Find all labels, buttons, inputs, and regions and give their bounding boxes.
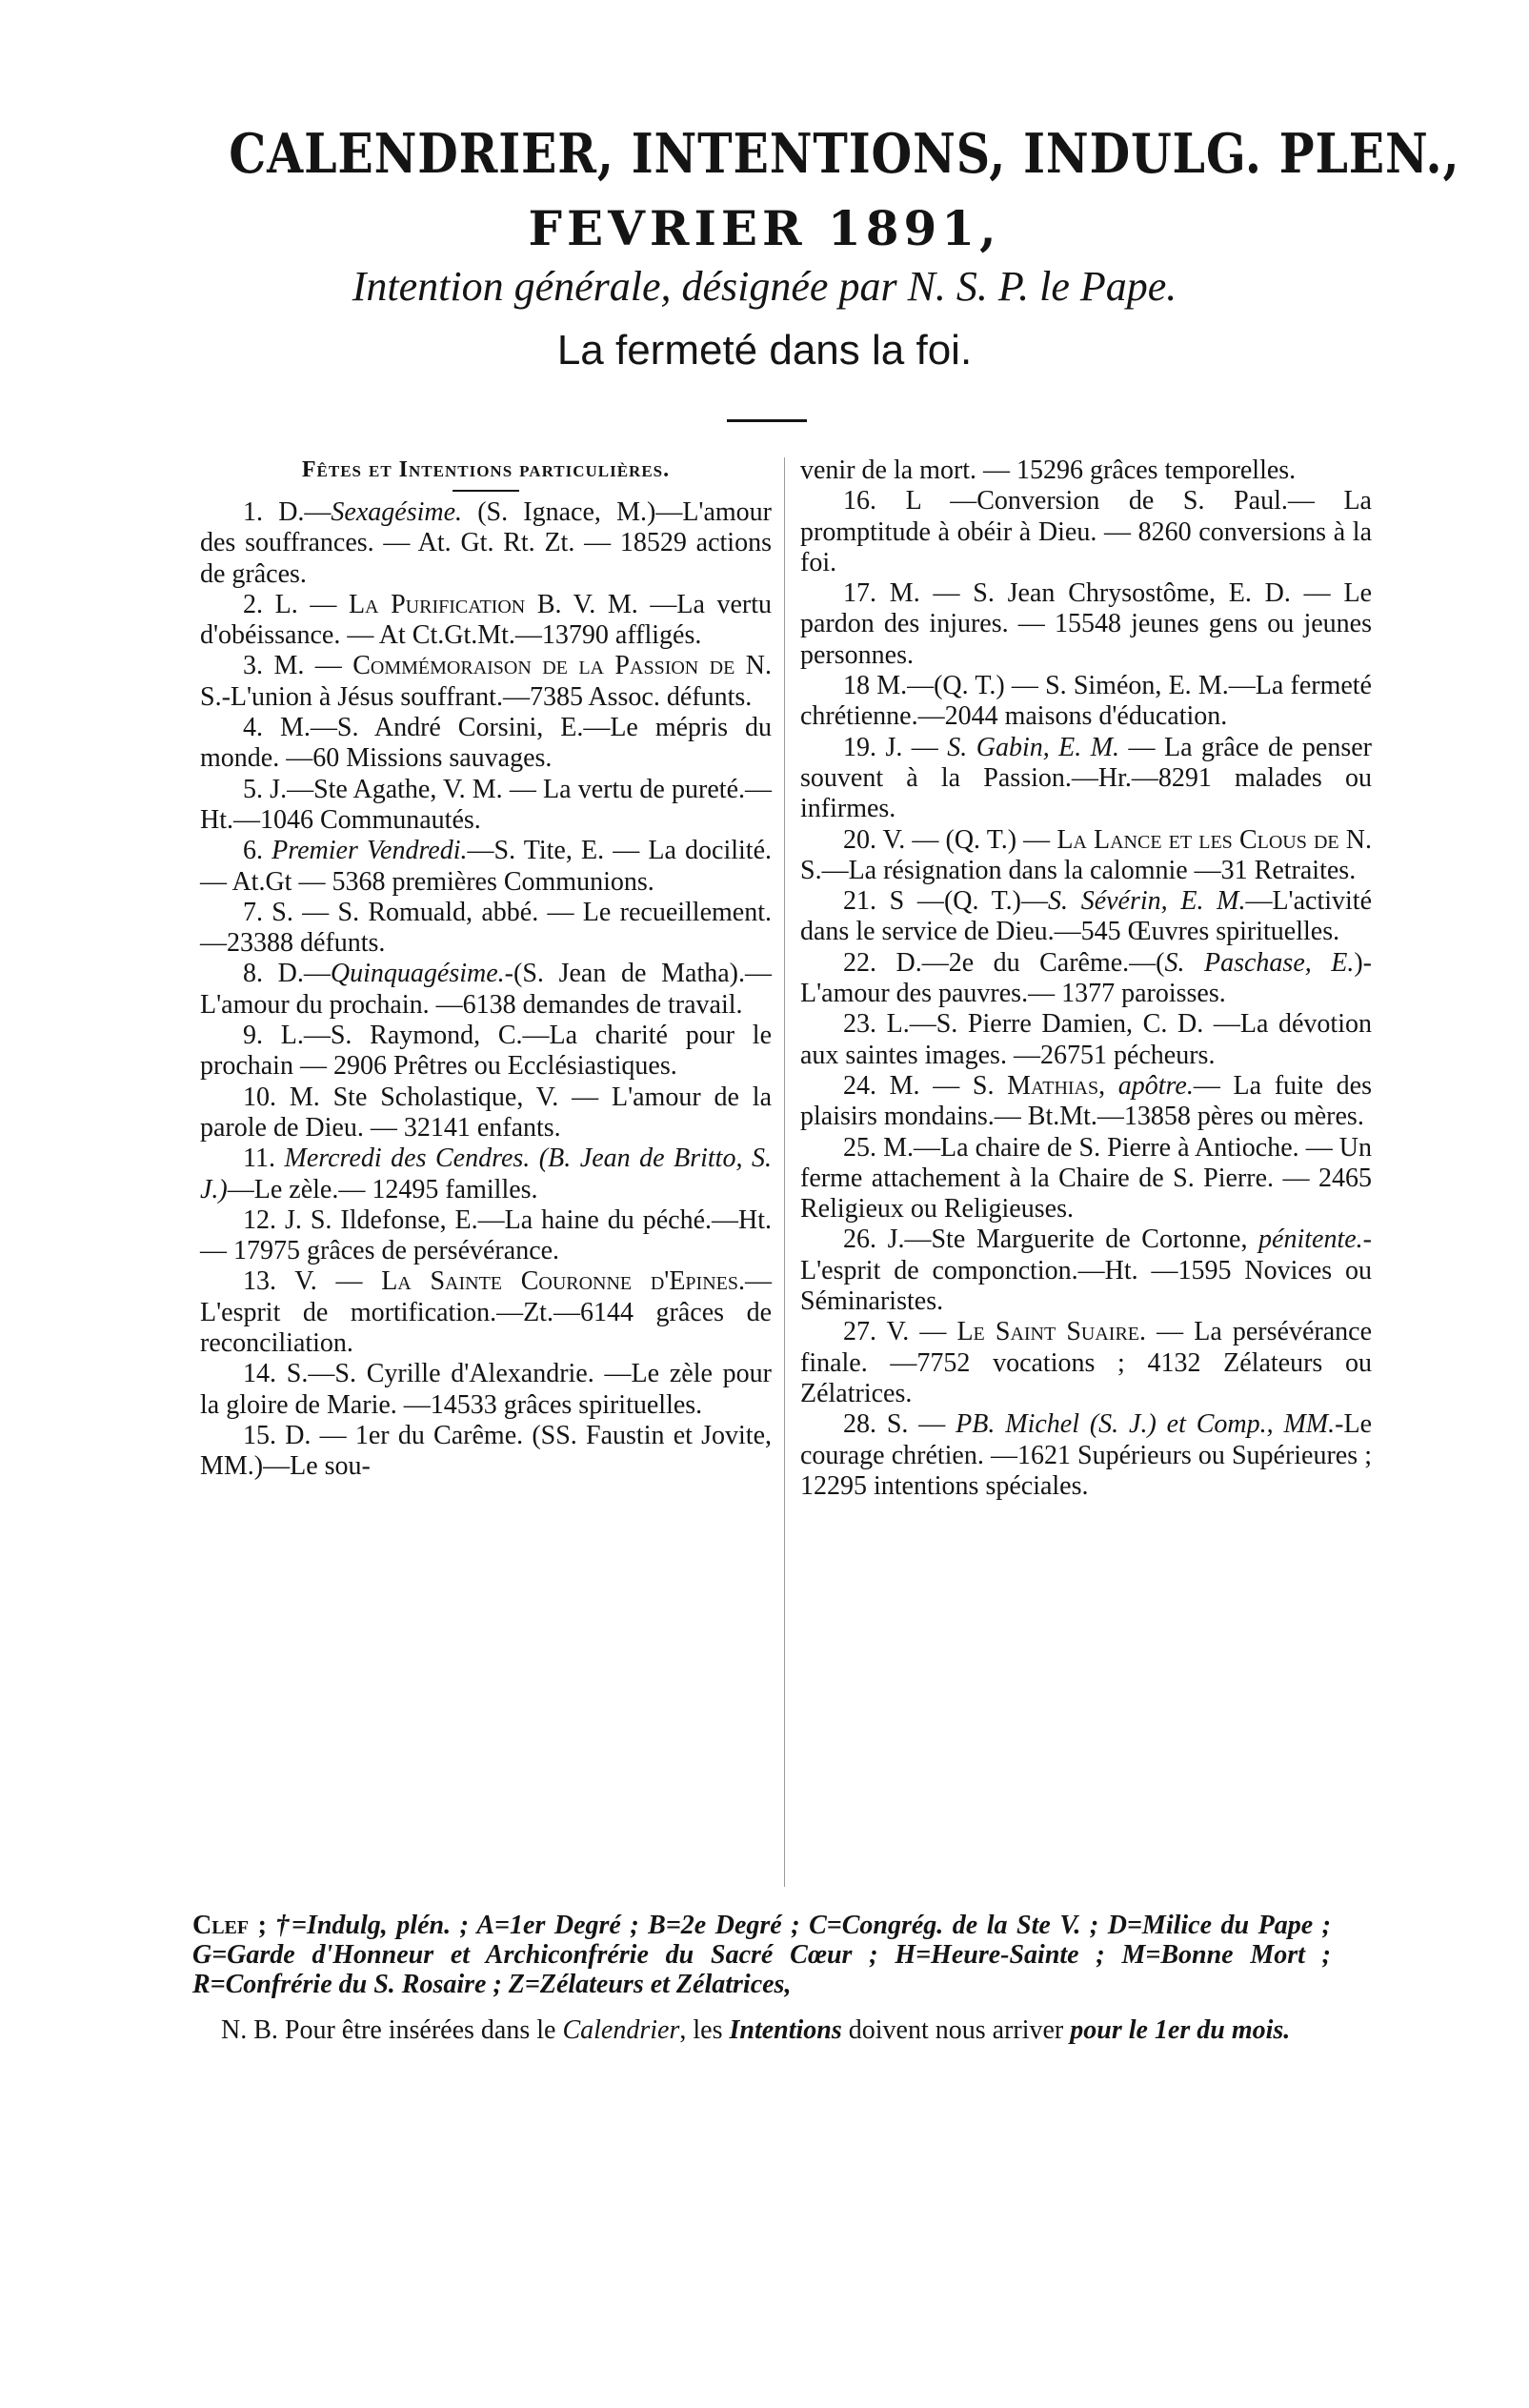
calendar-entry [200,1266,772,1359]
entry-lead: 25. M.— [843,1132,940,1163]
entry-lead: 10. M. [243,1082,333,1112]
key-legend [192,1911,1331,1999]
entry-feast-sc: Commémoraison de la Passion de N. S. [200,651,772,712]
entry-rest: S. Cyrille d'Alexandrie. —Le zèle pour la gloire de Marie. —14533 grâces spirituelles. [200,1359,773,1420]
calendar-entry [200,497,772,590]
entry-rest-pre: (Q. T.) — [945,824,1057,855]
calendar-entry [200,651,772,713]
entry-rest: —La vertu d'obéissance. — At Ct.Gt.Mt.—13790 affligés. [200,589,773,651]
left-entry-list [200,497,772,1483]
calendar-entry [200,1421,772,1483]
calendar-entry [800,825,1372,887]
entry-lead: 14. S.— [243,1359,335,1389]
general-intention-text: La fermeté dans la foi. [556,327,973,374]
right-column [800,455,1372,1502]
entry-lead: 28. S. — [843,1409,956,1440]
entry-rest: — La grâce de penser souvent à la Passion.—Hr.—8291 malades ou infirmes. [800,732,1372,824]
general-intention-label: Intention générale, désignée par N. S. P. le Pape. [352,263,1177,310]
footnote-part: doivent nous arriver [841,2015,1071,2045]
entry-lead: 6. [243,836,272,866]
entry-feast: apôtre. [1105,1070,1194,1101]
calendar-entry [800,1409,1372,1502]
entry-lead: 20. V. — [843,824,946,855]
entry-lead: 12. J. [243,1204,311,1235]
key-text: †=Indulg, plén. ; A=1er Degré ; B=2e Degré ; C=Congrég. de la Ste V. ; D=Milice du Pape ; G=Garde d'Honneur et Archiconfrérie du Sacré Cœur ; H=Heure-Sainte ; M=Bonne Mort ; R=Confrérie du S. Rosaire ; Z=Zélateurs et Zélatrices, [192,1911,1331,1999]
entry-rest: S. Raymond, C.—La charité pour le prochain — 2906 Prêtres ou Ecclésiastiques. [200,1021,772,1082]
entry-lead: 27. V. — [843,1317,957,1347]
entry-lead: 23. L.— [843,1009,936,1040]
entry-lead: 1. D.— [243,497,332,527]
entry-feast: Sexagésime. [331,497,463,527]
entry-rest: —L'activité dans le service de Dieu.—545 Œuvres spirituelles. [800,886,1373,947]
entry-rest-pre: Ste Marguerite de Cortonne, [931,1224,1259,1255]
right-entry-list [800,455,1372,1502]
entry-rest: Conversion de S. Paul.— La promptitude à obéir à Dieu. — 8260 conversions à la foi. [800,486,1372,577]
calendar-entry [800,486,1372,578]
entry-rest: -L'union à Jésus souffrant.—7385 Assoc. défunts. [221,681,753,712]
calendar-entry [200,590,772,652]
footnote-part: , les [679,2015,730,2045]
calendar-entry [800,1133,1372,1225]
entry-feast: Quinquagésime. [330,959,505,989]
entry-lead: 17. M. — [843,578,974,609]
calendar-entry [200,1205,772,1267]
calendar-entry [200,775,772,837]
entry-feast-sc: S. Mathias, [972,1070,1106,1101]
entry-lead: 15. D. — [243,1420,355,1450]
entry-feast-sc: La Lance et les Clous de N. S. [800,824,1372,885]
entry-rest: —L'esprit de mortification.—Zt.—6144 grâces de reconciliation. [200,1266,772,1359]
calendar-entry [800,455,1372,486]
calendar-entry [800,948,1372,1010]
title-divider [727,419,807,422]
section-heading: Fêtes et Intentions particulières. [301,457,671,482]
calendar-entry [800,578,1372,671]
entry-rest: — La fuite des plaisirs mondains.— Bt.Mt.—13858 pères ou mères. [800,1070,1372,1132]
entry-lead: 4. M.— [243,713,337,743]
footnote [192,2015,1331,2045]
entry-feast-sc: La Purification B. V. M. [348,589,638,619]
entry-feast-sc: La Sainte Couronne d'Epines. [381,1266,745,1297]
entry-feast: Mercredi des Cendres. (B. Jean de Britto, S. J.) [200,1143,772,1204]
calendar-entry [800,671,1372,733]
footnote-part: pour le 1er du mois. [1070,2015,1291,2045]
entry-rest: La chaire de S. Pierre à Antioche. — Un ferme attachement à la Chaire de S. Pierre. — 2465 Religieux ou Religieuses. [800,1132,1372,1224]
calendar-entry [800,1224,1372,1317]
entry-rest: venir de la mort. — 15296 grâces temporelles. [800,455,1297,485]
left-column [200,455,772,1483]
entry-feast: S. Paschase, E. [1164,947,1355,978]
entry-lead: 21. S — [843,886,944,917]
calendar-entry [800,1317,1372,1409]
calendar-entry [200,1021,772,1083]
page-title: CALENDRIER, INTENTIONS, INDULG. PLEN., [229,122,1460,186]
entry-feast: S. Sévérin, E. M. [1048,886,1246,917]
entry-lead: 9. L.— [243,1021,331,1051]
entry-rest: -L'esprit de componction.—Ht. —1595 Novices ou Séminaristes. [800,1224,1372,1317]
entry-rest: )-L'amour des pauvres.— 1377 paroisses. [800,947,1372,1009]
column-divider [784,457,785,1887]
entry-rest: —Le zèle.— 12495 familles. [227,1174,538,1204]
footnote-part: Intentions [729,2015,842,2045]
calendar-entry [800,886,1372,948]
entry-rest: S. André Corsini, E.—Le mépris du monde. —60 Missions sauvages. [200,713,773,774]
entry-rest: S. Ildefonse, E.—La haine du péché.—Ht. — 17975 grâces de persévérance. [200,1204,772,1266]
section-heading-rule [453,490,519,492]
entry-lead: 16. L — [843,486,977,516]
entry-rest: S. Jean Chrysostôme, E. D. — Le pardon des injures. — 15548 jeunes gens ou jeunes personnes. [800,578,1372,670]
entry-rest: —S. Tite, E. — La docilité. — At.Gt — 5368 premières Communions. [200,836,773,897]
entry-rest: (S. Ignace, M.)—L'amour des souffrances. — At. Gt. Rt. Zt. — 18529 actions de grâces. [200,497,772,589]
entry-rest: —La résignation dans la calomnie —31 Retraites. [821,855,1357,885]
entry-rest: S. Romuald, abbé. — Le recueillement.—23388 défunts. [200,897,773,959]
entry-rest: S. Pierre Damien, C. D. —La dévotion aux saintes images. —26751 pécheurs. [800,1009,1372,1070]
calendar-entry [200,959,772,1021]
calendar-entry [200,898,772,960]
entry-feast: S. Gabin, E. M. [947,732,1120,762]
entry-lead: 5. J.— [243,774,314,804]
calendar-entry [800,1009,1372,1071]
entry-rest: -(S. Jean de Matha).—L'amour du prochain. —6138 demandes de travail. [200,959,772,1020]
calendar-entry [800,1071,1372,1133]
entry-feast: PB. Michel (S. J.) et Comp., MM. [956,1409,1336,1440]
entry-lead: 18 M.— [843,671,935,701]
entry-lead: 19. J. — [843,732,948,762]
entry-lead: 11. [243,1143,285,1174]
entry-rest-pre: (Q. T.)— [943,886,1049,917]
footnote-part: N. B. Pour être insérées dans le [221,2015,563,2045]
entry-lead: 13. V. — [243,1266,382,1297]
entry-lead: 24. M. — [843,1070,973,1101]
entry-lead: 22. D.— [843,947,949,978]
entry-rest: -Le courage chrétien. —1621 Supérieurs ou Supérieures ; 12295 intentions spéciales. [800,1409,1372,1501]
entry-rest: Ste Agathe, V. M. — La vertu de pureté.—Ht.—1046 Communautés. [200,774,772,835]
calendar-entry [200,1359,772,1421]
entry-rest: Ste Scholastique, V. — L'amour de la parole de Dieu. — 32141 enfants. [200,1082,772,1143]
entry-lead: 2. L. — [243,589,349,619]
entry-feast: Premier Vendredi. [272,836,468,866]
entry-lead: 3. M. — [243,651,353,681]
key-label: Clef ; [192,1911,267,1940]
calendar-entry [200,1143,772,1205]
entry-rest-pre: 2e du Carême.—( [948,947,1165,978]
calendar-entry [800,733,1372,825]
entry-lead: 7. S. — [243,897,338,927]
entry-rest: — La persévérance finale. —7752 vocations ; 4132 Zélateurs ou Zélatrices. [800,1317,1372,1408]
entry-lead: 26. J.— [843,1224,932,1255]
calendar-entry [200,1083,772,1144]
entry-rest: (Q. T.) — S. Siméon, E. M.—La fermeté chrétienne.—2044 maisons d'éducation. [800,671,1372,732]
footnote-part: Calendrier [562,2015,680,2045]
entry-rest: 1er du Carême. (SS. Faustin et Jovite, MM.)—Le sou- [200,1420,772,1482]
entry-feast: pénitente. [1258,1224,1363,1255]
entry-feast-sc: Le Saint Suaire. [956,1317,1147,1347]
entry-lead: 8. D.— [243,959,331,989]
calendar-entry [200,713,772,775]
calendar-entry [200,836,772,898]
month-heading: FEVRIER 1891, [528,200,1001,256]
